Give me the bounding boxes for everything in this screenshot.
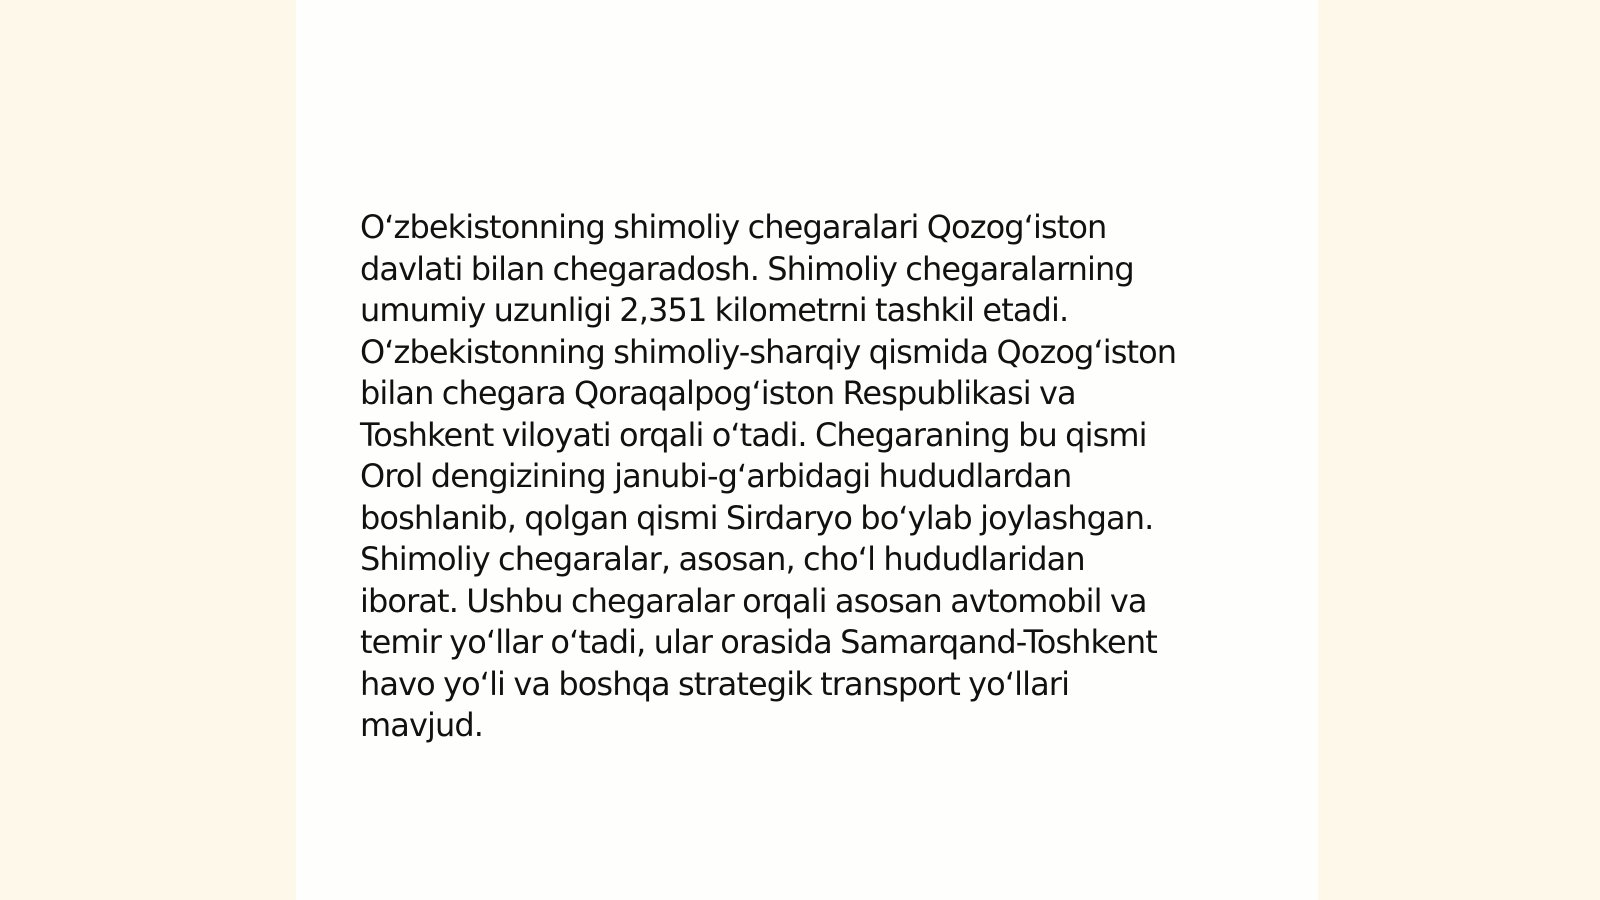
left-margin-panel — [0, 0, 296, 900]
paragraph-line-8: boshlanib, qolgan qismi Sirdaryo bo‘ylab joylashgan. — [360, 498, 1154, 537]
paragraph-line-10: iborat. Ushbu chegaralar orqali asosan avtomobil va — [360, 581, 1147, 620]
paragraph-line-4: O‘zbekistonning shimoliy-sharqiy qismida Qozog‘iston — [360, 332, 1177, 371]
paragraph-line-12: havo yo‘li va boshqa strategik transport yo‘llari — [360, 664, 1070, 703]
paragraph-line-13: mavjud. — [360, 706, 484, 744]
paragraph-line-11: temir yo‘llar o‘tadi, ular orasida Samarqand-Toshkent — [360, 623, 1157, 661]
paragraph-line-2: davlati bilan chegaradosh. Shimoliy chegaralarning — [360, 249, 1134, 288]
paragraph-line-5: bilan chegara Qoraqalpog‘iston Respublikasi va — [360, 374, 1076, 412]
paragraph-line-3: umumiy uzunligi 2,351 kilometrni tashkil etadi. — [360, 291, 1069, 329]
body-paragraph — [360, 207, 1260, 747]
paragraph-line-6: Toshkent viloyati orqali o‘tadi. Chegaraning bu qismi — [360, 415, 1147, 454]
paragraph-line-9: Shimoliy chegaralar, asosan, cho‘l hududlaridan — [360, 540, 1085, 578]
paragraph-line-1: O‘zbekistonning shimoliy chegaralari Qozog‘iston — [360, 208, 1107, 246]
right-margin-panel — [1318, 0, 1600, 900]
paragraph-line-7: Orol dengizining janubi-g‘arbidagi hududlardan — [360, 457, 1072, 495]
